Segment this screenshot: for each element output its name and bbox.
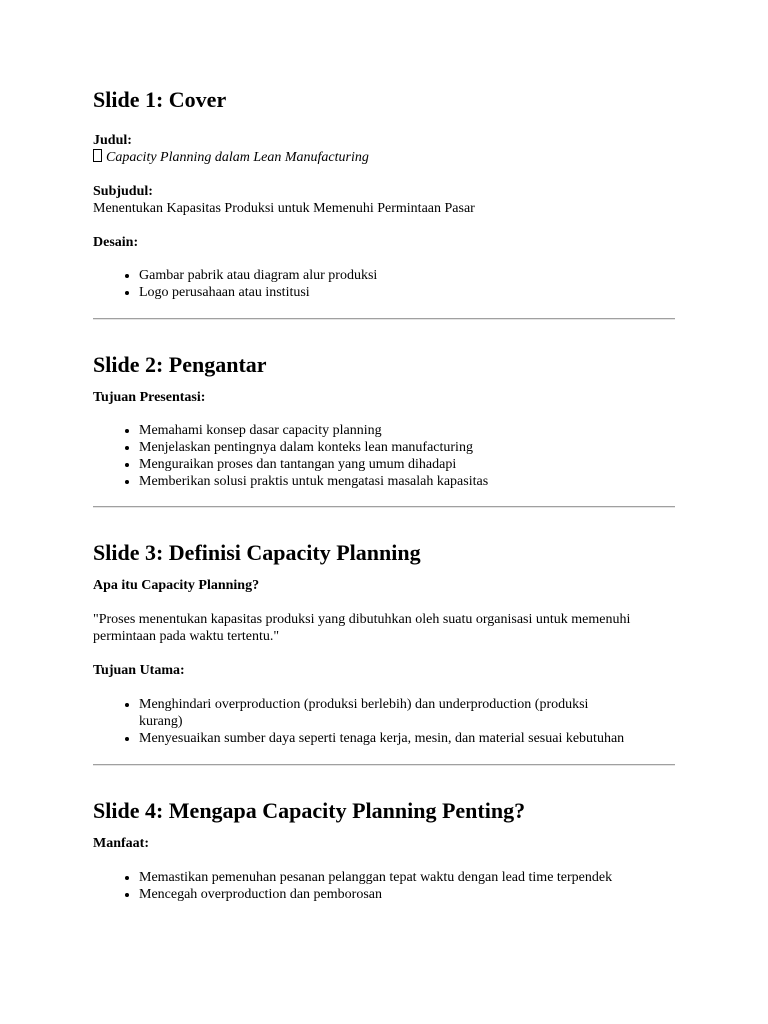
subjudul-label: Subjudul: bbox=[93, 184, 153, 199]
slide-2-heading: Slide 2: Pengantar bbox=[93, 352, 267, 377]
slide-1-heading: Slide 1: Cover bbox=[93, 87, 227, 112]
list-item: • Memastikan pemenuhan pesanan pelanggan tepat waktu dengan lead time terpendek bbox=[139, 869, 675, 886]
list-item: • Menghindari overproduction (produksi berlebih) dan underproduction (produksi kurang) bbox=[139, 696, 629, 730]
missing-glyph-icon bbox=[93, 149, 102, 162]
list-item: • Memahami konsep dasar capacity planning bbox=[139, 422, 675, 439]
list-item: • Mencegah overproduction dan pemborosan bbox=[139, 886, 675, 903]
list-item: • Memberikan solusi praktis untuk mengatasi masalah kapasitas bbox=[139, 473, 675, 490]
judul-value: Capacity Planning dalam Lean Manufacturing bbox=[106, 150, 369, 165]
subjudul-value: Menentukan Kapasitas Produksi untuk Memenuhi Permintaan Pasar bbox=[93, 201, 475, 216]
judul-value-line bbox=[93, 149, 675, 166]
list-item: • Menguraikan proses dan tantangan yang umum dihadapi bbox=[139, 456, 675, 473]
desain-list bbox=[93, 267, 675, 301]
apa-itu-label: Apa itu Capacity Planning? bbox=[93, 578, 260, 593]
manfaat-label: Manfaat: bbox=[93, 836, 149, 851]
list-item: • Menjelaskan pentingnya dalam konteks lean manufacturing bbox=[139, 439, 675, 456]
list-item: • Gambar pabrik atau diagram alur produksi bbox=[139, 267, 675, 284]
judul-label: Judul: bbox=[93, 133, 132, 148]
tujuan-utama-label: Tujuan Utama: bbox=[93, 663, 185, 678]
desain-label: Desain: bbox=[93, 235, 139, 250]
document-page bbox=[93, 86, 675, 903]
list-item: • Logo perusahaan atau institusi bbox=[139, 284, 675, 301]
list-item: • Menyesuaikan sumber daya seperti tenaga kerja, mesin, dan material sesuai kebutuhan bbox=[139, 730, 629, 747]
slide-3-heading: Slide 3: Definisi Capacity Planning bbox=[93, 540, 421, 565]
slide-4-heading: Slide 4: Mengapa Capacity Planning Penting? bbox=[93, 798, 526, 823]
tujuan-presentasi-label: Tujuan Presentasi: bbox=[93, 390, 206, 405]
manfaat-list bbox=[93, 869, 675, 903]
definition-quote: "Proses menentukan kapasitas produksi yang dibutuhkan oleh suatu organisasi untuk memenuhi permintaan pada waktu tertentu." bbox=[93, 612, 631, 644]
tujuan-utama-list bbox=[93, 696, 629, 747]
tujuan-presentasi-list bbox=[93, 422, 675, 490]
